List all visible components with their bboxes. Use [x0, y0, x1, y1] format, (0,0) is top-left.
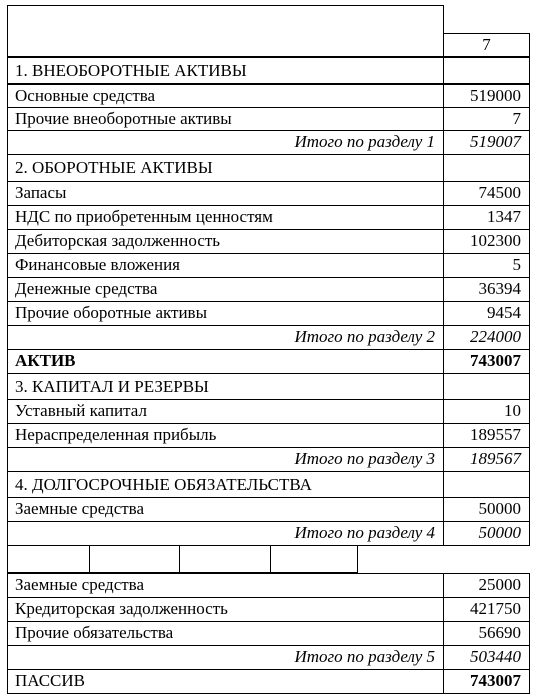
liabilities-total-label: ПАССИВ	[7, 669, 444, 694]
row-label: Денежные средства	[7, 277, 444, 302]
row-value: 9454	[443, 301, 530, 326]
row-label: Основные средства	[7, 84, 444, 108]
row-label: Прочие оборотные активы	[7, 301, 444, 326]
row-label: Запасы	[7, 181, 444, 206]
total-value: 519007	[443, 130, 530, 155]
section-4-heading-row	[7, 471, 530, 498]
column-number-header: 7	[443, 33, 530, 57]
row-value: 102300	[443, 229, 530, 254]
section-1-total-row	[7, 130, 530, 155]
row-label: Прочие обязательства	[7, 621, 444, 646]
row-label: Нераспределенная прибыль	[7, 423, 444, 448]
table-row	[7, 181, 530, 206]
row-value: 421750	[443, 597, 530, 622]
empty-cell	[179, 545, 271, 573]
total-label: Итого по разделу 3	[7, 447, 444, 472]
total-value: 503440	[443, 645, 530, 670]
section-2-total-row	[7, 325, 530, 350]
row-value: 1347	[443, 205, 530, 230]
section-3-heading-row	[7, 373, 530, 400]
section-heading-label: 3. КАПИТАЛ И РЕЗЕРВЫ	[7, 373, 444, 400]
table-row	[7, 277, 530, 302]
section-4-total-row	[7, 521, 530, 546]
section-5-total-row	[7, 645, 530, 670]
total-label: Итого по разделу 5	[7, 645, 444, 670]
section-heading-value	[443, 154, 530, 182]
table-header-blank-cell	[7, 5, 444, 57]
table-row	[7, 229, 530, 254]
empty-cell	[89, 545, 180, 573]
row-label: Уставный капитал	[7, 399, 444, 424]
row-value: 74500	[443, 181, 530, 206]
total-label: Итого по разделу 1	[7, 130, 444, 155]
section-heading-label: 4. ДОЛГОСРОЧНЫЕ ОБЯЗАТЕЛЬСТВА	[7, 471, 444, 498]
section-3-total-row	[7, 447, 530, 472]
table-row	[7, 107, 530, 131]
section-heading-value	[443, 373, 530, 400]
row-value: 50000	[443, 497, 530, 522]
section-2-heading-row	[7, 154, 530, 182]
row-label: НДС по приобретенным ценностям	[7, 205, 444, 230]
empty-cell	[7, 545, 90, 573]
total-value: 224000	[443, 325, 530, 350]
table-row	[7, 253, 530, 278]
total-label: Итого по разделу 2	[7, 325, 444, 350]
row-value: 519000	[443, 84, 530, 108]
row-value: 56690	[443, 621, 530, 646]
row-label: Финансовые вложения	[7, 253, 444, 278]
section-heading-label: 1. ВНЕОБОРОТНЫЕ АКТИВЫ	[7, 57, 444, 84]
row-value: 25000	[443, 573, 530, 598]
row-value: 36394	[443, 277, 530, 302]
assets-total-row	[7, 349, 530, 374]
section-heading-value	[443, 57, 530, 84]
row-label: Заемные средства	[7, 573, 444, 598]
total-label: Итого по разделу 4	[7, 521, 444, 546]
row-label: Кредиторская задолженность	[7, 597, 444, 622]
table-row	[7, 205, 530, 230]
row-value: 7	[443, 107, 530, 131]
row-label: Дебиторская задолженность	[7, 229, 444, 254]
liabilities-total-value: 743007	[443, 669, 530, 694]
row-label: Прочие внеоборотные активы	[7, 107, 444, 131]
liabilities-total-row	[7, 669, 530, 694]
section-heading-value	[443, 471, 530, 498]
table-row	[7, 423, 530, 448]
table-row	[7, 84, 530, 108]
assets-total-label: АКТИВ	[7, 349, 444, 374]
table-row	[7, 497, 530, 522]
empty-cell	[270, 545, 358, 573]
table-row	[7, 399, 530, 424]
section-1-heading-row	[7, 57, 530, 84]
empty-grid-row	[7, 545, 530, 573]
assets-total-value: 743007	[443, 349, 530, 374]
table-row	[7, 621, 530, 646]
section-heading-label: 2. ОБОРОТНЫЕ АКТИВЫ	[7, 154, 444, 182]
table-row	[7, 597, 530, 622]
total-value: 189567	[443, 447, 530, 472]
table-row	[7, 301, 530, 326]
row-value: 5	[443, 253, 530, 278]
row-value: 189557	[443, 423, 530, 448]
row-value: 10	[443, 399, 530, 424]
table-row	[7, 573, 530, 598]
row-label: Заемные средства	[7, 497, 444, 522]
total-value: 50000	[443, 521, 530, 546]
